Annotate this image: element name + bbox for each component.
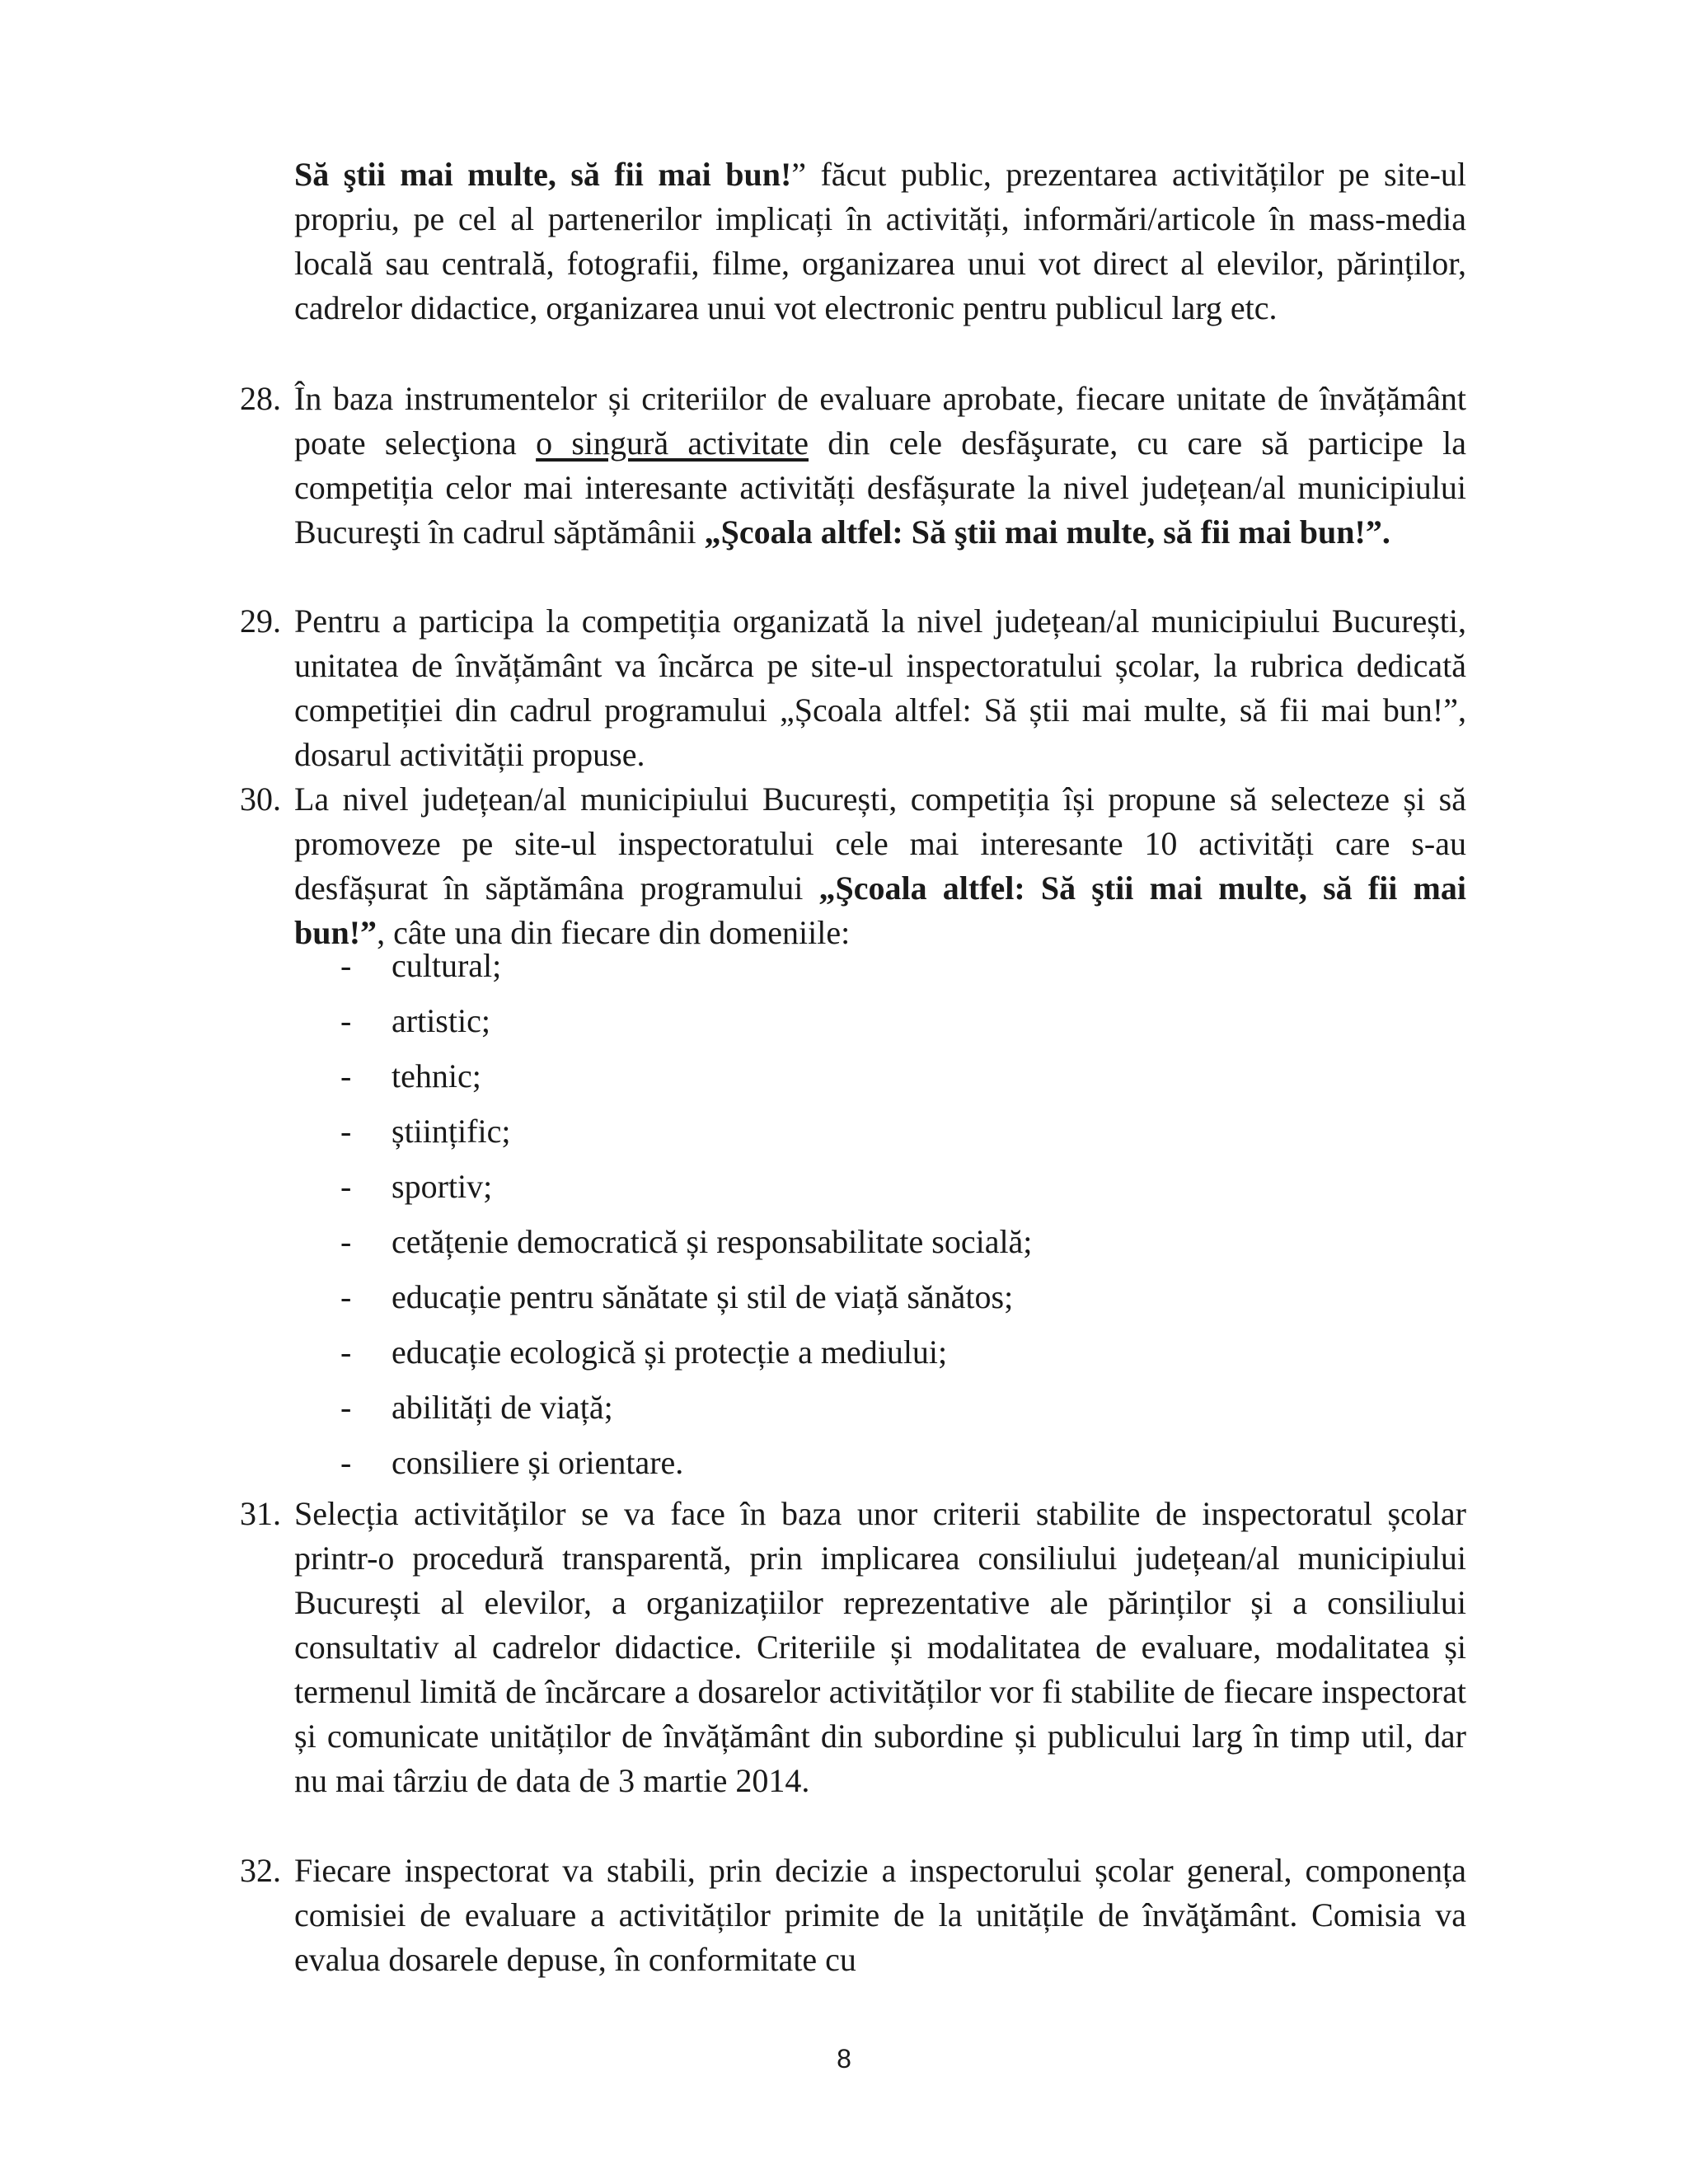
list-dash: - [340, 1223, 352, 1260]
item-28 [240, 377, 1466, 555]
intro-text: ” făcut public, prezentarea activităților pe site-ul propriu, pe cel al partenerilor implicați în activități, informări/articole în mass-media locală sau centrală, fotografii, filme, organizarea unui vot direct al elevilor, părinților, cadrelor didactice, organizarea unui vot electronic pentru publicul larg etc. [294, 156, 1466, 326]
item-31 [240, 1492, 1466, 1803]
item-28-bold: „Şcoala altfel: Să ştii mai multe, să fii mai bun!”. [704, 513, 1390, 551]
intro-paragraph [294, 152, 1466, 330]
list-item-text: științific; [392, 1113, 511, 1150]
list-item [340, 1165, 1032, 1220]
item-28-underline: o singură activitate [536, 424, 809, 462]
list-item [340, 1275, 1032, 1330]
list-item [340, 1109, 1032, 1165]
item-32-number: 32. [240, 1852, 281, 1889]
item-28-text-a: În baza instrumentelor și criteriilor de evaluare aprobate, fiecare unitate de învățământ poate selecţiona [294, 380, 1466, 462]
list-dash: - [340, 1113, 352, 1150]
list-item-text: cetățenie democratică și responsabilitate socială; [392, 1223, 1033, 1260]
list-item [340, 944, 1032, 999]
list-dash: - [340, 1002, 352, 1039]
list-dash: - [340, 1444, 352, 1481]
item-30-text-a: La nivel județean/al municipiului București, competiția își propune să selecteze și să promoveze pe site-ul inspectoratului cele mai interesante 10 activități care s-au desfășurat în săptămâna programului [294, 780, 1466, 907]
list-item [340, 1330, 1032, 1385]
item-30-text-b: , câte una din fiecare din domeniile: [377, 914, 851, 951]
list-item-text: educație pentru sănătate și stil de viață sănătos; [392, 1278, 1014, 1315]
item-29-text: Pentru a participa la competiția organizată la nivel județean/al municipiului București, unitatea de învățământ va încărca pe site-ul inspectoratului școlar, la rubrica dedicată competiției din cadrul programului „Școala altfel: Să știi mai multe, să fii mai bun!”, dosarul activității propuse. [294, 602, 1466, 773]
item-32-text: Fiecare inspectorat va stabili, prin decizie a inspectorului școlar general, componența comisiei de evaluare a activităților primite de la unitățile de învăţământ. Comisia va evalua dosarele depuse, în conformitate cu [294, 1852, 1466, 1978]
list-item-text: consiliere și orientare. [392, 1444, 684, 1481]
list-dash: - [340, 1168, 352, 1205]
list-item [340, 1385, 1032, 1441]
intro-bold-lead: Să ştii mai multe, să fii mai bun! [294, 156, 792, 193]
list-item [340, 1054, 1032, 1109]
list-dash: - [340, 947, 352, 984]
item-30 [240, 777, 1466, 955]
list-dash: - [340, 1278, 352, 1315]
list-item-text: abilități de viață; [392, 1389, 613, 1426]
item-32 [240, 1849, 1466, 1982]
item-31-text: Selecția activităților se va face în baza unor criterii stabilite de inspectoratul școlar printr-o procedură transparentă, prin implicarea consiliului județean/al municipiului București al elevilor, a organizațiilor reprezentative ale părinților și a consiliului consultativ al cadrelor didactice. Criteriile și modalitatea de evaluare, modalitatea și termenul limită de încărcare a dosarelor activităților vor fi stabilite de fiecare inspectorat și comunicate unităților de învățământ din subordine și publicului larg în timp util, dar nu mai târziu de data de 3 martie 2014. [294, 1495, 1466, 1799]
list-item [340, 1220, 1032, 1275]
page-number: 8 [837, 2044, 851, 2074]
item-30-number: 30. [240, 780, 281, 818]
item-29 [240, 599, 1466, 777]
list-item-text: educație ecologică și protecție a mediului; [392, 1333, 948, 1371]
item-28-number: 28. [240, 380, 281, 417]
list-item [340, 1441, 1032, 1496]
list-dash: - [340, 1333, 352, 1371]
list-item-text: cultural; [392, 947, 502, 984]
item-29-number: 29. [240, 602, 281, 640]
list-dash: - [340, 1389, 352, 1426]
list-dash: - [340, 1057, 352, 1094]
list-item-text: tehnic; [392, 1057, 481, 1094]
domains-list [340, 944, 1032, 1496]
list-item-text: artistic; [392, 1002, 490, 1039]
list-item-text: sportiv; [392, 1168, 493, 1205]
item-30-bold: „Şcoala altfel: Să ştii mai multe, să fii mai bun!” [294, 869, 1466, 951]
item-28-text-b: din cele desfăşurate, cu care să participe la competiția celor mai interesante activități desfășurate la nivel județean/al municipiului Bucureşti în cadrul săptămânii [294, 424, 1466, 551]
item-31-number: 31. [240, 1495, 281, 1532]
list-item [340, 999, 1032, 1054]
